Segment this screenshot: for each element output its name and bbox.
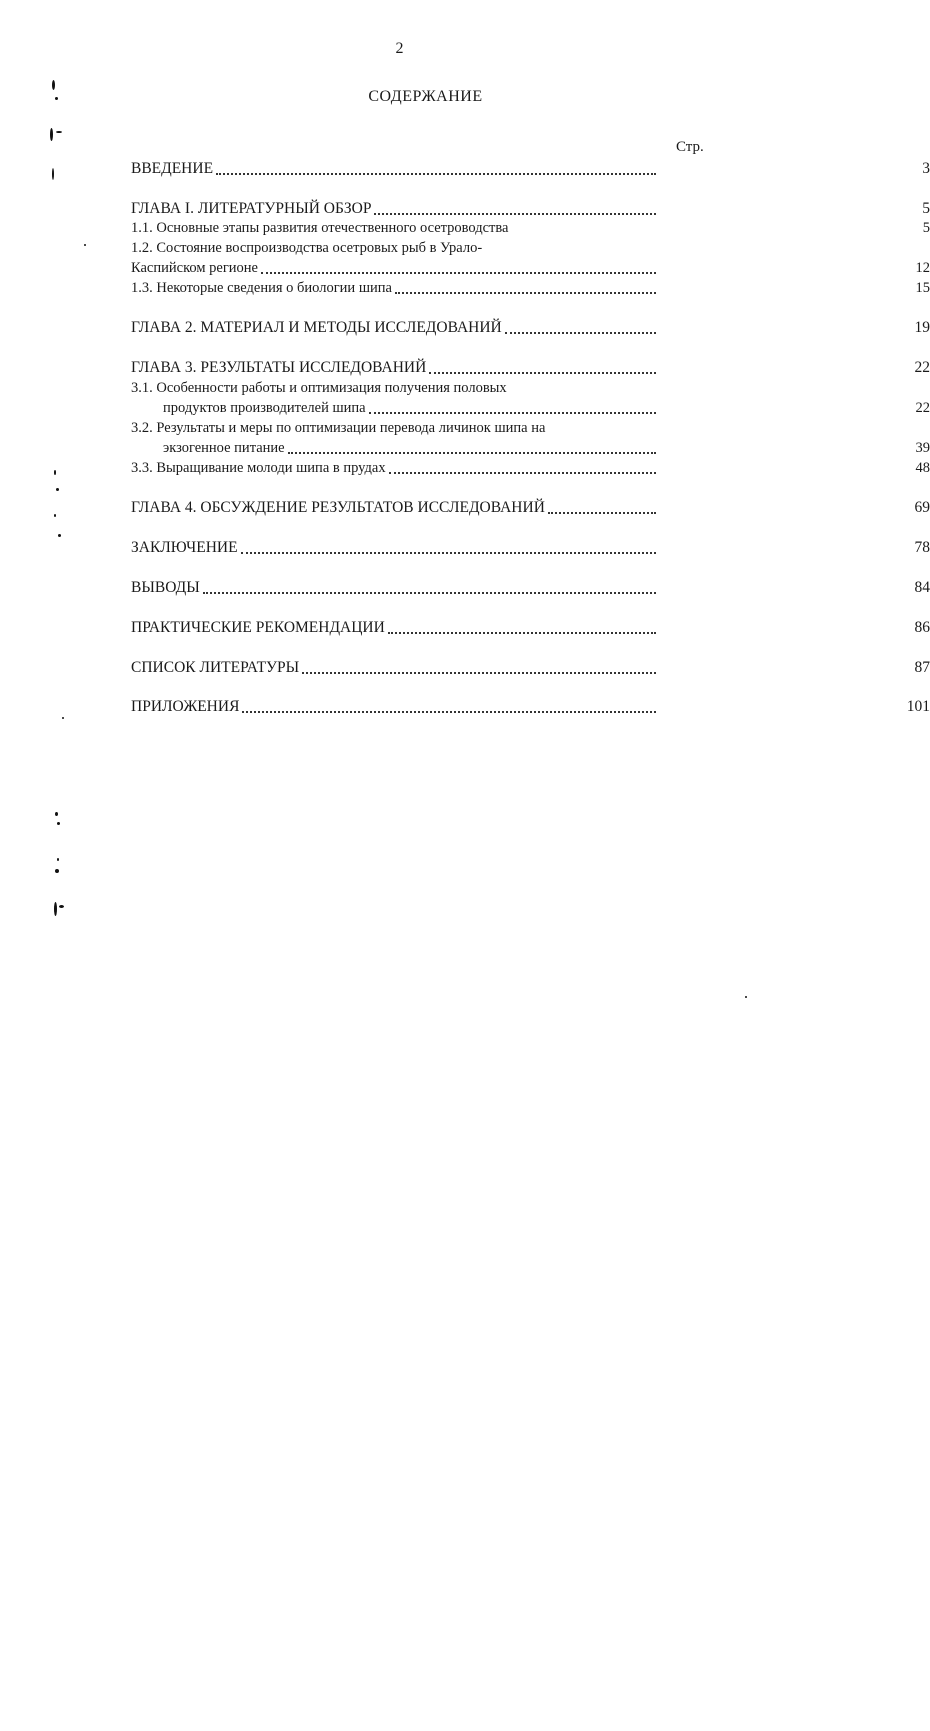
scan-speck [54, 470, 56, 475]
toc-page: 101 [906, 698, 930, 715]
scan-speck [56, 488, 59, 491]
toc-page: 48 [915, 460, 930, 476]
toc-entry-chapter-2[interactable] [131, 318, 930, 338]
page-number: 2 [395, 40, 404, 57]
toc-entry-chapter-4[interactable] [131, 498, 930, 518]
toc-entry-introduction[interactable] [131, 159, 930, 179]
toc-label: ПРАКТИЧЕСКИЕ РЕКОМЕНДАЦИИ [131, 619, 385, 636]
toc-page: 84 [914, 579, 930, 596]
toc-entry-section-1-2[interactable] [131, 258, 930, 278]
toc-page: 19 [914, 319, 930, 336]
toc-label: ВВЕДЕНИЕ [131, 160, 214, 177]
toc-label: СПИСОК ЛИТЕРАТУРЫ [131, 659, 300, 676]
scan-speck [52, 80, 55, 90]
toc-page: 22 [915, 400, 930, 416]
toc-page: 12 [915, 260, 930, 276]
scan-speck [745, 996, 747, 998]
scan-speck [59, 905, 64, 908]
toc-page: 5 [922, 200, 930, 217]
toc-label: ВЫВОДЫ [131, 579, 200, 596]
toc-entry-appendices[interactable] [131, 697, 930, 717]
scan-speck [50, 128, 53, 141]
toc-entry-section-1-3[interactable] [131, 278, 930, 298]
toc-entry-chapter-3[interactable] [131, 358, 930, 378]
toc-label: ЗАКЛЮЧЕНИЕ [131, 539, 238, 556]
scan-speck [84, 244, 86, 246]
toc-entry-section-3-3[interactable] [131, 458, 930, 478]
toc-page: 86 [914, 619, 930, 636]
scan-speck [62, 717, 64, 719]
toc-label: ГЛАВА I. ЛИТЕРАТУРНЫЙ ОБЗОР [131, 200, 372, 217]
page-title: СОДЕРЖАНИЕ [368, 88, 483, 105]
scan-speck [54, 902, 57, 916]
toc-entry-chapter-1[interactable] [131, 199, 930, 219]
toc-entry-section-3-2-first-line[interactable]: 3.2. Результаты и меры по оптимизации перевода личинок шипа на [131, 420, 546, 436]
toc-page: 15 [915, 280, 930, 296]
scan-speck [58, 534, 61, 537]
toc-entry-section-1-1[interactable] [131, 218, 930, 238]
toc-entry-section-3-1-first-line[interactable]: 3.1. Особенности работы и оптимизация получения половых [131, 380, 507, 396]
toc-label: ГЛАВА 3. РЕЗУЛЬТАТЫ ИССЛЕДОВАНИЙ [131, 359, 427, 376]
toc-entry-section-3-1[interactable] [131, 398, 930, 418]
toc-page: 3 [922, 160, 930, 177]
toc-label: 1.1. Основные этапы развития отечественного осетроводства [131, 220, 509, 236]
toc-entry-conclusion[interactable] [131, 538, 930, 558]
toc-label: 1.3. Некоторые сведения о биологии шипа [131, 280, 392, 296]
page-column-header: Стр. [676, 139, 704, 155]
scan-speck [57, 822, 60, 825]
scan-speck [55, 97, 58, 100]
toc-entry-section-1-2-first-line[interactable]: 1.2. Состояние воспроизводства осетровых рыб в Урало- [131, 240, 483, 256]
toc-entry-recommendations[interactable] [131, 618, 930, 638]
scan-speck [54, 514, 56, 517]
toc-entry-findings[interactable] [131, 578, 930, 598]
toc-entry-section-3-2[interactable] [131, 438, 930, 458]
toc-continuation: Каспийском регионе [131, 260, 258, 276]
toc-continuation: продуктов производителей шипа [163, 400, 366, 416]
toc-page: 39 [915, 440, 930, 456]
toc-page: 69 [914, 499, 930, 516]
scan-speck [56, 131, 62, 133]
scan-speck [57, 858, 59, 861]
toc-entry-references[interactable] [131, 658, 930, 678]
toc-page: 87 [914, 659, 930, 676]
toc-page: 5 [922, 220, 930, 236]
toc-continuation: экзогенное питание [163, 440, 285, 456]
scan-speck [52, 168, 54, 180]
toc-label: ПРИЛОЖЕНИЯ [131, 698, 240, 715]
toc-page: 78 [914, 539, 930, 556]
scan-speck [55, 869, 59, 873]
toc-label: ГЛАВА 2. МАТЕРИАЛ И МЕТОДЫ ИССЛЕДОВАНИЙ [131, 319, 502, 336]
scan-speck [55, 812, 58, 816]
toc-label: 3.3. Выращивание молоди шипа в прудах [131, 460, 386, 476]
toc-label: ГЛАВА 4. ОБСУЖДЕНИЕ РЕЗУЛЬТАТОВ ИССЛЕДОВАНИЙ [131, 499, 545, 516]
toc-page: 22 [914, 359, 930, 376]
